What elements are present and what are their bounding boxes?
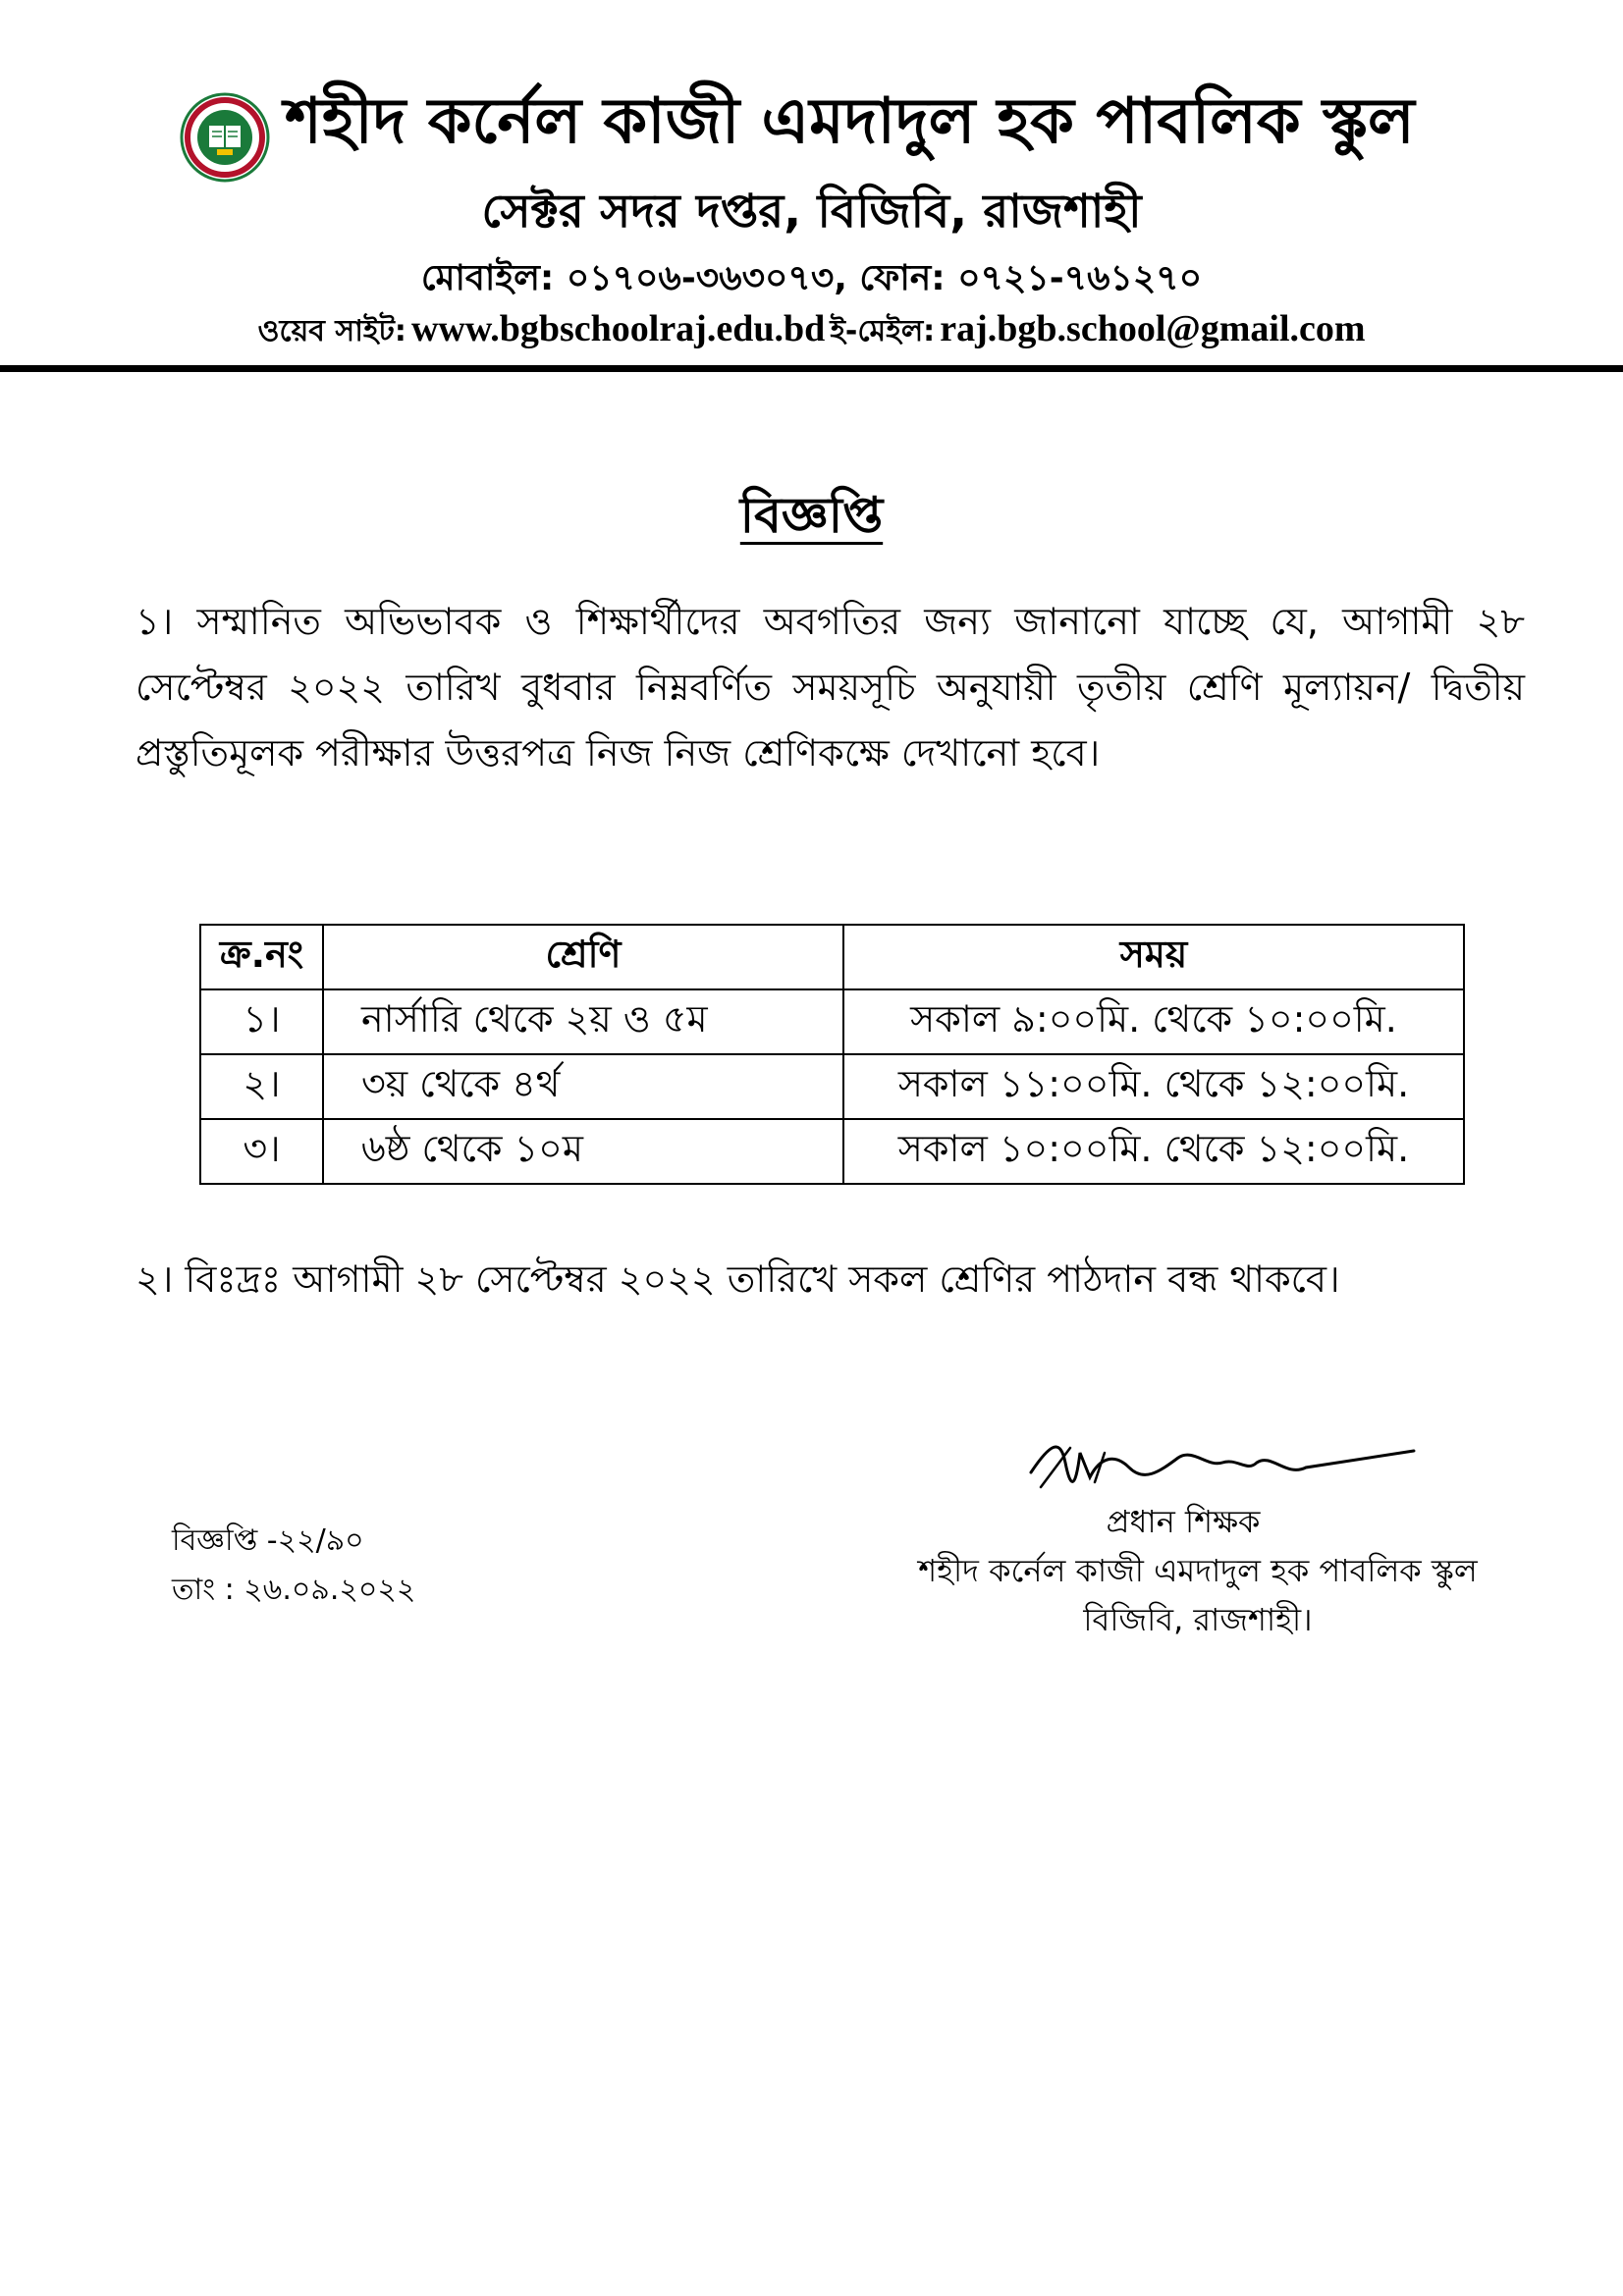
- row-serial: ১।: [200, 989, 323, 1054]
- row-time: সকাল ১১:০০মি. থেকে ১২:০০মি.: [843, 1054, 1464, 1119]
- school-address: সেক্টর সদর দপ্তর, বিজিবি, রাজশাহী: [481, 185, 1142, 239]
- website-label: ওয়েব সাইট:: [257, 314, 406, 348]
- row-class: ৬ষ্ঠ থেকে ১০ম: [323, 1119, 843, 1184]
- row-class: ৩য় থেকে ৪র্থ: [323, 1054, 843, 1119]
- letterhead-divider: [0, 365, 1623, 372]
- signatory-role: প্রধান শিক্ষক: [1106, 1503, 1261, 1540]
- row-serial: ২।: [200, 1054, 323, 1119]
- signature-scribble: [1021, 1433, 1424, 1502]
- contact-web-line: [0, 310, 1623, 347]
- school-name: শহীদ কর্নেল কাজী এমদাদুল হক পাবলিক স্কুল: [285, 85, 1415, 158]
- row-class: নার্সারি থেকে ২য় ও ৫ম: [323, 989, 843, 1054]
- table-row: [200, 1054, 1464, 1119]
- website-url: www.bgbschoolraj.edu.bd: [410, 308, 826, 349]
- schedule-table: [199, 924, 1465, 1185]
- row-time: সকাল ১০:০০মি. থেকে ১২:০০মি.: [843, 1119, 1464, 1184]
- contact-phone: মোবাইল: ০১৭০৬-৩৬৩০৭৩, ফোন: ০৭২১-৭৬১২৭০: [420, 258, 1203, 298]
- header-serial: ক্র.নং: [200, 925, 323, 989]
- header-class: শ্রেণি: [323, 925, 843, 989]
- header-time: সময়: [843, 925, 1464, 989]
- notice-paragraph-2: ২। বিঃদ্রঃ আগামী ২৮ সেপ্টেম্বর ২০২২ তারিখে সকল শ্রেণির পাঠদান বন্ধ থাকবে।: [135, 1257, 1340, 1301]
- email-label: ই-মেইল:: [830, 314, 936, 348]
- memo-date: তাং : ২৬.০৯.২০২২: [172, 1573, 416, 1607]
- school-logo: [180, 92, 270, 183]
- table-row: [200, 1119, 1464, 1184]
- signatory-school: শহীদ কর্নেল কাজী এমদাদুল হক পাবলিক স্কুল: [918, 1552, 1478, 1589]
- signatory-place: বিজিবি, রাজশাহী।: [1083, 1601, 1313, 1638]
- notice-title: বিজ্ঞপ্তি: [739, 487, 884, 544]
- table-header-row: [200, 925, 1464, 989]
- table-row: [200, 989, 1464, 1054]
- notice-paragraph-1: ১। সম্মানিত অভিভাবক ও শিক্ষার্থীদের অবগতির জন্য জানানো যাচ্ছে যে, আগামী ২৮ সেপ্টেম্বর ২০২২ তারিখ বুধবার নিম্নবর্ণিত সময়সূচি অনুযায়ী তৃতীয় শ্রেণি মূল্যায়ন/ দ্বিতীয় প্রস্তুতিমূলক পরীক্ষার উত্তরপত্র নিজ নিজ শ্রেণিকক্ষে দেখানো হবে।: [135, 600, 1525, 774]
- memo-number: বিজ্ঞপ্তি -২২/৯০: [172, 1523, 364, 1558]
- row-serial: ৩।: [200, 1119, 323, 1184]
- email-address: raj.bgb.school@gmail.com: [940, 308, 1366, 349]
- row-time: সকাল ৯:০০মি. থেকে ১০:০০মি.: [843, 989, 1464, 1054]
